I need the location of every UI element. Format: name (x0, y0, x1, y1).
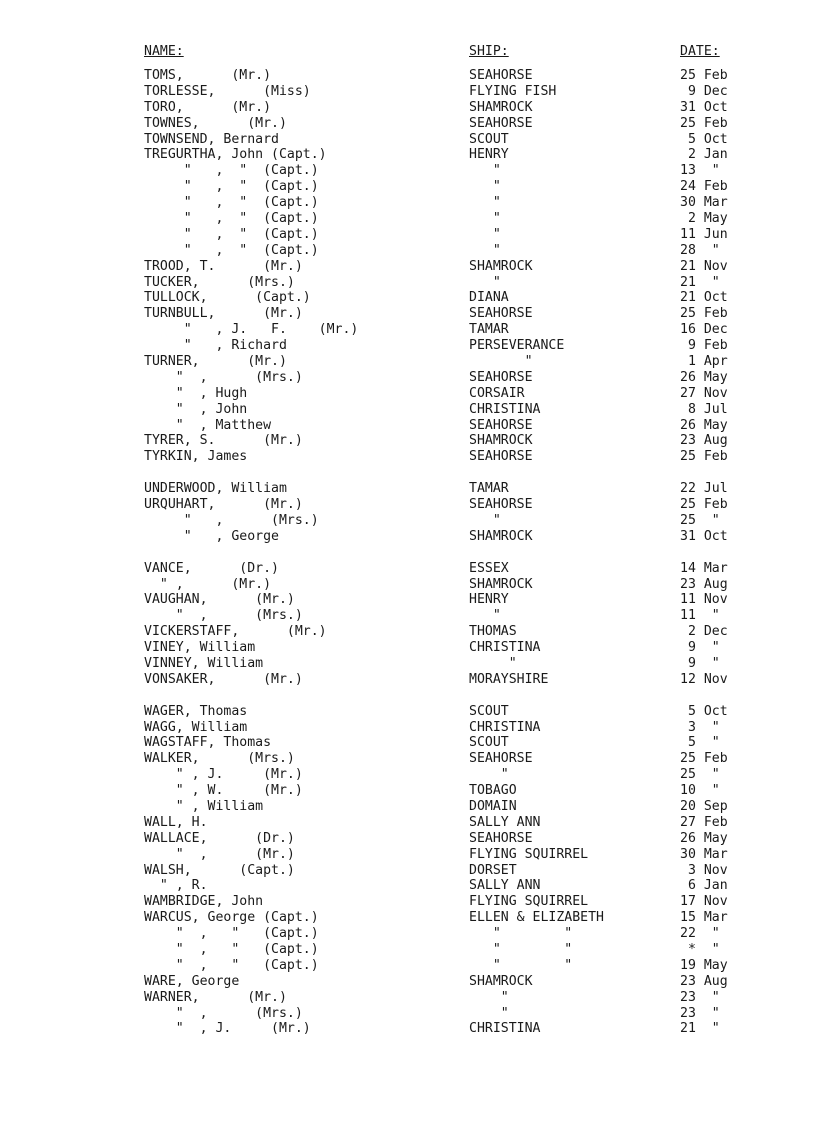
name-cell: VINNEY, William (144, 655, 264, 671)
ship-cell: SEAHORSE (469, 417, 533, 433)
date-cell: 21 Nov (680, 258, 728, 274)
date-cell: 26 May (680, 417, 728, 433)
date-cell: 15 Mar (680, 910, 728, 926)
ship-cell: SEAHORSE (469, 115, 533, 131)
date-cell: 9 Feb (680, 338, 728, 354)
name-cell: URQUHART, (Mr.) (144, 497, 303, 513)
ship-cell: SCOUT (469, 703, 509, 719)
date-cell: 20 Sep (680, 798, 728, 814)
name-cell: TOWNES, (Mr.) (144, 115, 287, 131)
name-cell: WALL, H. (144, 814, 208, 830)
name-cell: " , " (Capt.) (144, 163, 319, 179)
ship-cell: " " (469, 926, 573, 942)
date-cell: 19 May (680, 957, 728, 973)
date-cell: 23 " (680, 989, 720, 1005)
table-row (0, 720, 816, 736)
ship-cell: " (469, 226, 501, 242)
ship-cell: HENRY (469, 592, 509, 608)
name-cell: " , (Mrs.) (144, 608, 303, 624)
table-row (0, 243, 816, 259)
date-cell: 24 Feb (680, 179, 728, 195)
table-row (0, 481, 816, 497)
date-cell: 9 " (680, 655, 720, 671)
ship-cell: TAMAR (469, 481, 509, 497)
date-cell: 25 Feb (680, 497, 728, 513)
ship-cell: " (469, 179, 501, 195)
name-cell: " , Hugh (144, 385, 248, 401)
ship-cell: " (469, 989, 509, 1005)
ship-cell: " (469, 512, 501, 528)
table-row (0, 910, 816, 926)
ship-cell: PERSEVERANCE (469, 338, 565, 354)
table-row (0, 386, 816, 402)
date-cell: 8 Jul (680, 401, 728, 417)
date-cell: 5 Oct (680, 131, 728, 147)
section-gap (0, 545, 816, 561)
table-row (0, 195, 816, 211)
name-cell: " , John (144, 401, 248, 417)
date-cell: 30 Mar (680, 846, 728, 862)
name-cell: VICKERSTAFF, (Mr.) (144, 624, 327, 640)
date-cell: 10 " (680, 783, 720, 799)
section-gap (0, 465, 816, 481)
name-cell: WARCUS, George (Capt.) (144, 910, 319, 926)
date-cell: 25 " (680, 767, 720, 783)
date-cell: 27 Nov (680, 385, 728, 401)
table-row (0, 624, 816, 640)
name-cell: VAUGHAN, (Mr.) (144, 592, 295, 608)
name-cell: " , J. (Mr.) (144, 767, 303, 783)
ship-cell: THOMAS (469, 624, 517, 640)
name-cell: TYRKIN, James (144, 449, 248, 465)
ship-cell: " (469, 195, 501, 211)
ship-cell: SEAHORSE (469, 830, 533, 846)
ship-cell: HENRY (469, 147, 509, 163)
table-row (0, 783, 816, 799)
table-row (0, 847, 816, 863)
ship-cell: FLYING SQUIRREL (469, 894, 589, 910)
table-row (0, 958, 816, 974)
ship-cell: " (469, 211, 501, 227)
name-cell: " , Richard (144, 338, 287, 354)
name-cell: " , William (144, 798, 264, 814)
table-row (0, 672, 816, 688)
table-row (0, 354, 816, 370)
name-cell: TYRER, S. (Mr.) (144, 433, 303, 449)
name-cell: WAGSTAFF, Thomas (144, 735, 272, 751)
name-cell: " , " (Capt.) (144, 211, 319, 227)
name-cell: WALSH, (Capt.) (144, 862, 295, 878)
name-cell: " , J. F. (Mr.) (144, 322, 359, 338)
ship-cell: SHAMROCK (469, 973, 533, 989)
table-row (0, 100, 816, 116)
table-row (0, 306, 816, 322)
ship-cell: " (469, 655, 517, 671)
date-cell: 25 Feb (680, 751, 728, 767)
table-row (0, 259, 816, 275)
name-cell: " , Matthew (144, 417, 272, 433)
ship-cell: SEAHORSE (469, 751, 533, 767)
name-cell: TOMS, (Mr.) (144, 68, 272, 83)
table-row (0, 863, 816, 879)
name-cell: VONSAKER, (Mr.) (144, 671, 303, 687)
name-cell: " , (Mrs.) (144, 1005, 303, 1021)
date-cell: 2 Dec (680, 624, 728, 640)
name-cell: TUCKER, (Mrs.) (144, 274, 295, 290)
ship-cell: CHRISTINA (469, 1021, 541, 1037)
date-cell: 21 " (680, 1021, 720, 1037)
ship-cell: SHAMROCK (469, 576, 533, 592)
date-cell: 12 Nov (680, 671, 728, 687)
date-cell: 31 Oct (680, 528, 728, 544)
name-cell: " , J. (Mr.) (144, 1021, 311, 1037)
ship-cell: CHRISTINA (469, 640, 541, 656)
header-ship: SHIP: (469, 44, 509, 59)
date-cell: 30 Mar (680, 195, 728, 211)
name-cell: WARE, George (144, 973, 240, 989)
name-cell: TROOD, T. (Mr.) (144, 258, 303, 274)
ship-cell: SEAHORSE (469, 497, 533, 513)
name-cell: " , " (Capt.) (144, 941, 319, 957)
ship-cell: SHAMROCK (469, 433, 533, 449)
table-row (0, 767, 816, 783)
name-cell: UNDERWOOD, William (144, 481, 287, 497)
ship-cell: SCOUT (469, 131, 509, 147)
table-row (0, 608, 816, 624)
ship-cell: DIANA (469, 290, 509, 306)
date-cell: 22 " (680, 926, 720, 942)
date-cell: 17 Nov (680, 894, 728, 910)
ship-cell: SEAHORSE (469, 369, 533, 385)
ship-cell: ELLEN & ELIZABETH (469, 910, 604, 926)
table-row (0, 894, 816, 910)
table-row (0, 640, 816, 656)
name-cell: " , (Mr.) (144, 576, 272, 592)
ship-cell: ESSEX (469, 560, 509, 576)
table-row (0, 116, 816, 132)
date-cell: 23 Aug (680, 433, 728, 449)
name-cell: " , W. (Mr.) (144, 783, 303, 799)
ship-cell: " " (469, 941, 573, 957)
ship-cell: SHAMROCK (469, 258, 533, 274)
name-cell: WALKER, (Mrs.) (144, 751, 295, 767)
ship-cell: FLYING FISH (469, 83, 557, 99)
ship-cell: SEAHORSE (469, 68, 533, 83)
name-cell: " , R. (144, 878, 208, 894)
date-cell: 2 Jan (680, 147, 728, 163)
date-cell: 25 Feb (680, 68, 728, 83)
table-row (0, 529, 816, 545)
name-cell: TULLOCK, (Capt.) (144, 290, 311, 306)
ship-cell: SEAHORSE (469, 306, 533, 322)
date-cell: 27 Feb (680, 814, 728, 830)
table-row (0, 227, 816, 243)
ship-cell: CHRISTINA (469, 719, 541, 735)
name-cell: TREGURTHA, John (Capt.) (144, 147, 327, 163)
table-row (0, 322, 816, 338)
table-row (0, 656, 816, 672)
ship-cell: DOMAIN (469, 798, 517, 814)
table-row (0, 449, 816, 465)
name-cell: " , " (Capt.) (144, 242, 319, 258)
name-cell: " , " (Capt.) (144, 195, 319, 211)
date-cell: 23 Aug (680, 576, 728, 592)
date-cell: 11 " (680, 608, 720, 624)
table-row (0, 418, 816, 434)
date-cell: 16 Dec (680, 322, 728, 338)
table-row (0, 815, 816, 831)
table-row (0, 275, 816, 291)
table-row (0, 561, 816, 577)
name-cell: VINEY, William (144, 640, 256, 656)
table-row (0, 132, 816, 148)
date-cell: 6 Jan (680, 878, 728, 894)
name-cell: WAGER, Thomas (144, 703, 248, 719)
table-row (0, 68, 816, 84)
ship-cell: DORSET (469, 862, 517, 878)
header-date: DATE: (680, 44, 720, 59)
date-cell: 3 " (680, 719, 720, 735)
ship-cell: TAMAR (469, 322, 509, 338)
date-cell: 25 Feb (680, 449, 728, 465)
ship-cell: SALLY ANN (469, 878, 541, 894)
date-cell: 11 Jun (680, 226, 728, 242)
date-cell: 25 Feb (680, 306, 728, 322)
date-cell: 21 Oct (680, 290, 728, 306)
name-cell: WAGG, William (144, 719, 248, 735)
date-cell: 9 " (680, 640, 720, 656)
ship-cell: " (469, 354, 533, 370)
date-cell: 31 Oct (680, 99, 728, 115)
name-cell: WARNER, (Mr.) (144, 989, 287, 1005)
table-row (0, 974, 816, 990)
table-row (0, 338, 816, 354)
date-cell: 28 " (680, 242, 720, 258)
table-row (0, 402, 816, 418)
name-cell: TORLESSE, (Miss) (144, 83, 311, 99)
name-cell: TURNBULL, (Mr.) (144, 306, 303, 322)
name-cell: " , " (Capt.) (144, 179, 319, 195)
date-cell: 9 Dec (680, 83, 728, 99)
table-row (0, 147, 816, 163)
header-name: NAME: (144, 44, 184, 59)
table-row (0, 513, 816, 529)
ship-cell: " (469, 767, 509, 783)
name-cell: TURNER, (Mr.) (144, 354, 287, 370)
table-row (0, 942, 816, 958)
ship-cell: " (469, 274, 501, 290)
name-cell: VANCE, (Dr.) (144, 560, 279, 576)
table-row (0, 735, 816, 751)
name-cell: TOWNSEND, Bernard (144, 131, 279, 147)
date-cell: 26 May (680, 369, 728, 385)
table-row (0, 577, 816, 593)
table-row (0, 799, 816, 815)
table-row (0, 831, 816, 847)
date-cell: * " (680, 941, 720, 957)
ship-cell: MORAYSHIRE (469, 671, 549, 687)
date-cell: 25 " (680, 512, 720, 528)
date-cell: 5 " (680, 735, 720, 751)
ship-cell: TOBAGO (469, 783, 517, 799)
date-cell: 11 Nov (680, 592, 728, 608)
ship-cell: " (469, 163, 501, 179)
date-cell: 25 Feb (680, 115, 728, 131)
date-cell: 3 Nov (680, 862, 728, 878)
ship-cell: FLYING SQUIRREL (469, 846, 589, 862)
date-cell: 2 May (680, 211, 728, 227)
name-cell: WALLACE, (Dr.) (144, 830, 295, 846)
table-row (0, 990, 816, 1006)
name-cell: " , " (Capt.) (144, 957, 319, 973)
ship-cell: " (469, 608, 501, 624)
name-cell: " , " (Capt.) (144, 226, 319, 242)
table-row (0, 1006, 816, 1022)
ship-cell: CHRISTINA (469, 401, 541, 417)
ship-cell: SEAHORSE (469, 449, 533, 465)
ship-cell: " (469, 1005, 509, 1021)
table-row (0, 163, 816, 179)
ship-cell: SHAMROCK (469, 528, 533, 544)
ship-cell: CORSAIR (469, 385, 525, 401)
date-cell: 21 " (680, 274, 720, 290)
table-row (0, 592, 816, 608)
name-cell: " , (Mrs.) (144, 369, 303, 385)
ship-cell: SALLY ANN (469, 814, 541, 830)
name-cell: " , George (144, 528, 279, 544)
table-row (0, 211, 816, 227)
date-cell: 23 Aug (680, 973, 728, 989)
table-row (0, 1021, 816, 1037)
date-cell: 22 Jul (680, 481, 728, 497)
name-cell: " , " (Capt.) (144, 926, 319, 942)
date-cell: 1 Apr (680, 354, 728, 370)
date-cell: 26 May (680, 830, 728, 846)
table-row (0, 433, 816, 449)
table-row (0, 751, 816, 767)
date-cell: 5 Oct (680, 703, 728, 719)
table-row (0, 497, 816, 513)
passenger-list (0, 68, 816, 1037)
name-cell: WAMBRIDGE, John (144, 894, 264, 910)
date-cell: 13 " (680, 163, 720, 179)
name-cell: " , (Mrs.) (144, 512, 319, 528)
ship-cell: SHAMROCK (469, 99, 533, 115)
date-cell: 14 Mar (680, 560, 728, 576)
ship-cell: " " (469, 957, 573, 973)
date-cell: 23 " (680, 1005, 720, 1021)
table-row (0, 878, 816, 894)
name-cell: " , (Mr.) (144, 846, 295, 862)
table-row (0, 179, 816, 195)
table-row (0, 926, 816, 942)
table-row (0, 84, 816, 100)
ship-cell: SCOUT (469, 735, 509, 751)
ship-cell: " (469, 242, 501, 258)
table-row (0, 290, 816, 306)
table-row (0, 704, 816, 720)
section-gap (0, 688, 816, 704)
name-cell: TORO, (Mr.) (144, 99, 272, 115)
table-row (0, 370, 816, 386)
